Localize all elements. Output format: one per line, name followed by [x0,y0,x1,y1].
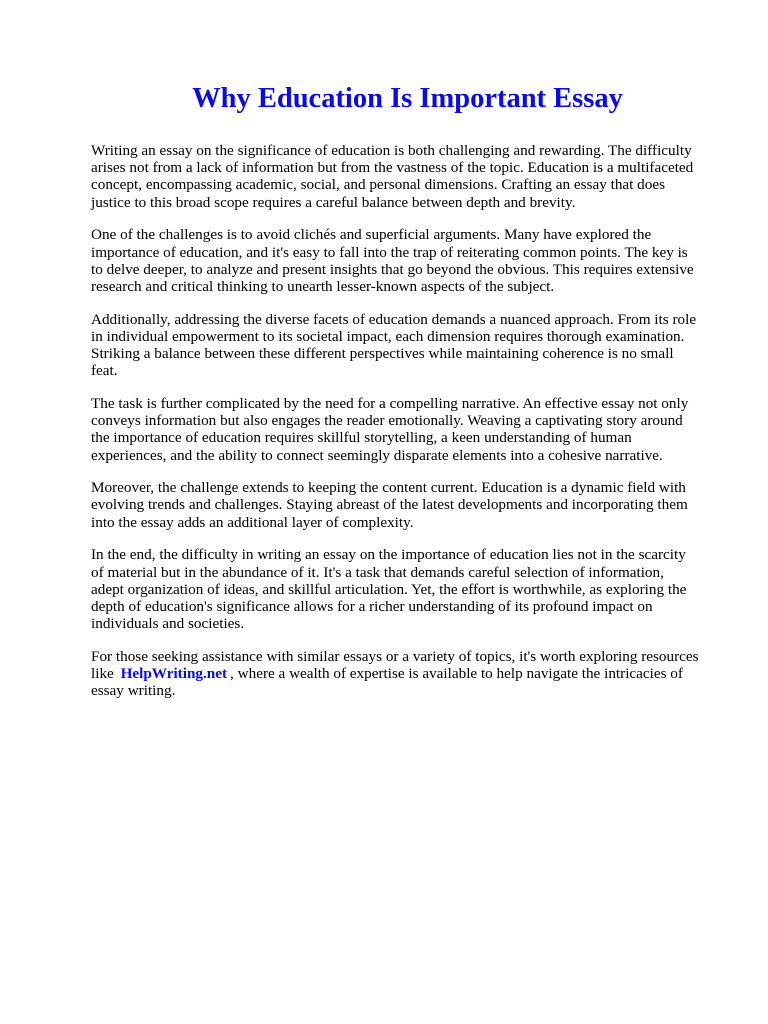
closing-paragraph [91,648,700,700]
paragraph: The task is further complicated by the need for a compelling narrative. An effective essay not only conveys information but also engages the reader emotionally. Weaving a captivating story around the importance of education requires skillful storytelling, a keen understanding of human experiences, and the ability to connect seemingly disparate elements into a cohesive narrative. [91,394,689,464]
page-title: Why Education Is Important Essay [192,83,623,114]
paragraph: One of the challenges is to avoid clichés and superficial arguments. Many have explored the importance of education, and it's easy to fall into the trap of reiterating common points. The key is to delve deeper, to analyze and present insights that go beyond the obvious. This requires extensive research and critical thinking to unearth lesser-known aspects of the subject. [91,226,694,295]
paragraph: Writing an essay on the significance of education is both challenging and rewarding. The difficulty arises not from a lack of information but from the vastness of the topic. Education is a multifaceted concept, encompassing academic, social, and personal dimensions. Crafting an essay that does justice to this broad scope requires a careful balance between depth and brevity. [91,142,694,211]
paragraph: In the end, the difficulty in writing an essay on the importance of education lies not in the scarcity of material but in the abundance of it. It's a task that demands careful selection of information, adept organization of ideas, and skillful articulation. Yet, the effort is worthwhile, as exploring the depth of education's significance allows for a richer understanding of its profound impact on individuals and societies. [91,546,687,633]
paragraph: Moreover, the challenge extends to keeping the content current. Education is a dynamic field with evolving trends and challenges. Staying abreast of the latest developments and incorporating them into the essay adds an additional layer of complexity. [91,479,688,531]
essay-body [91,142,700,699]
helpwriting-link[interactable]: HelpWriting.net [120,665,228,683]
paragraph: Additionally, addressing the diverse facets of education demands a nuanced approach. From its role in individual empowerment to its societal impact, each dimension requires thorough examination. Striking a balance between these different perspectives while maintaining coherence is no small feat. [91,310,697,380]
closing-text-before-link: For those seeking assistance with similar essays or a variety of topics, it's worth exploring resources like [91,647,699,683]
closing-text-after-link: , where a wealth of expertise is available to help navigate the intricacies of essay writing. [91,665,683,700]
